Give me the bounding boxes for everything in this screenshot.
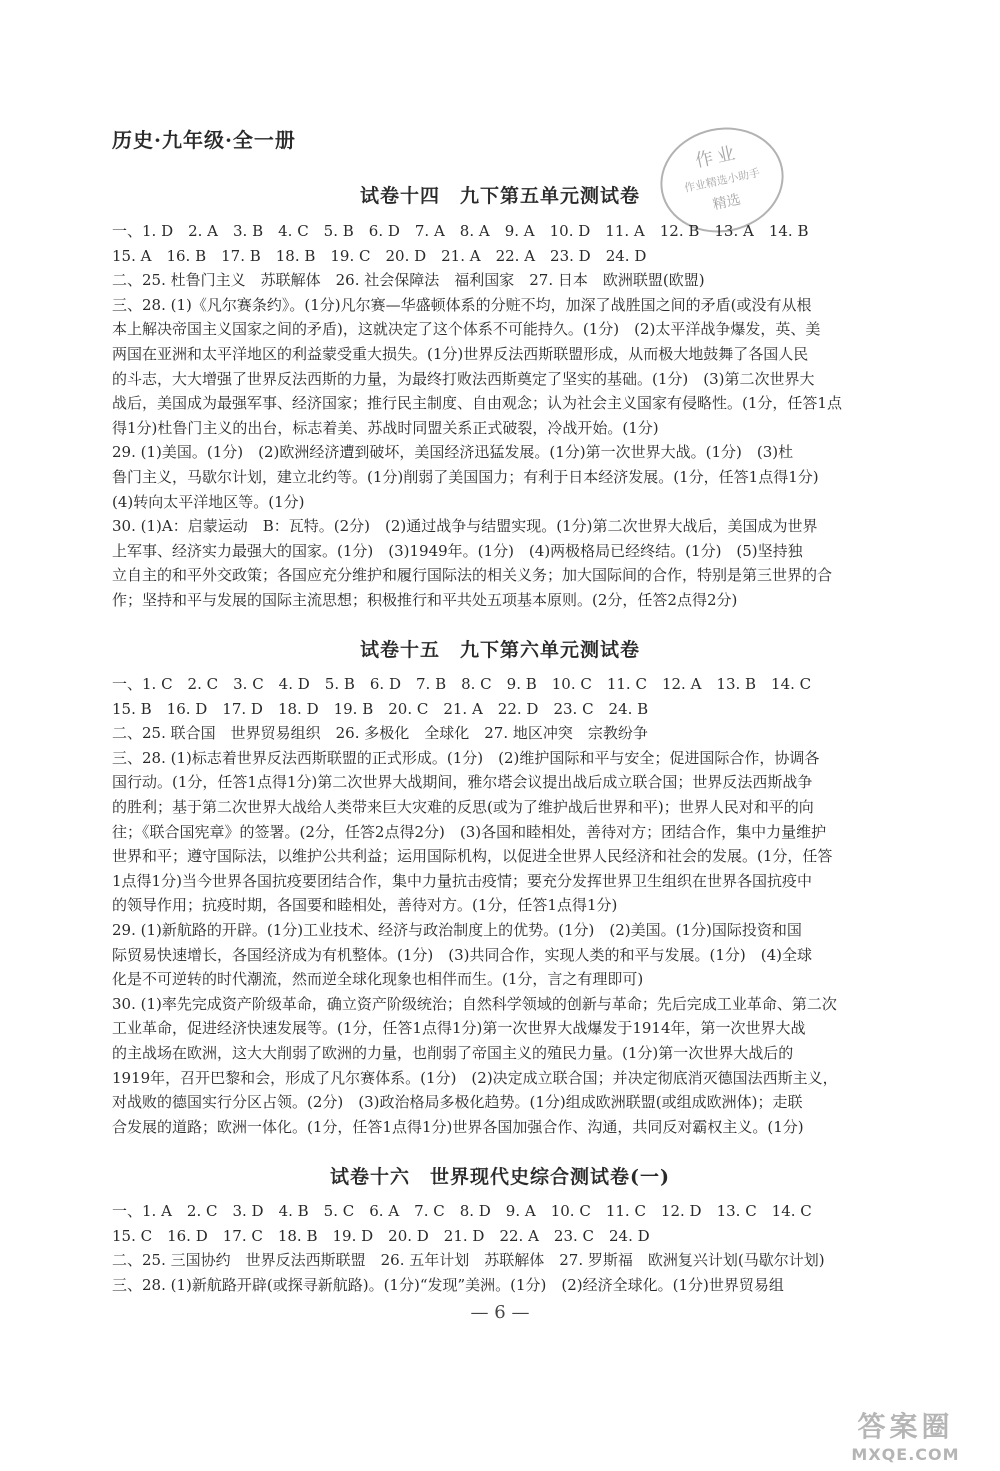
- answer-line: 的领导作用；抗疫时期，各国要和睦相处，善待对方。(1分，任答1点得1分): [112, 896, 618, 915]
- answer-line: 二、25. 联合国 世界贸易组织 26. 多极化 全球化 27. 地区冲突 宗教纷争: [112, 724, 648, 743]
- stamp-line-1: 作业: [693, 142, 741, 172]
- stamp-line-3: 精选: [711, 191, 743, 214]
- answer-line: 29. (1)新航路的开辟。(1分)工业技术、经济与政治制度上的优势。(1分) (2)美国。(1分)国际投资和国: [112, 920, 802, 939]
- answer-line: 国行动。(1分，任答1点得1分)第二次世界大战期间，雅尔塔会议提出战后成立联合国；世界反法西斯战争: [112, 773, 813, 792]
- answer-line: 三、28. (1)《凡尔赛条约》。(1分)凡尔赛—华盛顿体系的分赃不均，加深了战胜国之间的矛盾(或没有从根: [112, 295, 812, 314]
- section-title-16: 试卷十六 世界现代史综合测试卷(一): [330, 1166, 670, 1188]
- section-16-answers: [112, 1199, 892, 1297]
- answer-line: 29. (1)美国。(1分) (2)欧洲经济遭到破坏，美国经济迅猛发展。(1分)第一次世界大战。(1分) (3)杜: [112, 443, 794, 462]
- answer-line: 合发展的道路；欧洲一体化。(1分，任答1点得1分)世界各国加强合作、沟通，共同反对霸权主义。(1分): [112, 1117, 804, 1136]
- stamp-line-2: 作业精选小助手: [683, 166, 762, 195]
- answer-line: 往；《联合国宪章》的签署。(2分，任答2点得2分) (3)各国和睦相处，善待对方；团结合作，集中力量维护: [112, 822, 827, 841]
- answer-line: 的斗志，大大增强了世界反法西斯的力量，为最终打败法西斯奠定了坚实的基础。(1分) (3)第二次世界大: [112, 369, 815, 388]
- answer-line: 15. B 16. D 17. D 18. D 19. B 20. C 21. A 22. D 23. C 24. B: [112, 699, 649, 718]
- answer-line: 三、28. (1)标志着世界反法西斯联盟的正式形成。(1分) (2)维护国际和平与安全；促进国际合作，协调各: [112, 748, 820, 767]
- answer-line: 一、1. D 2. A 3. B 4. C 5. B 6. D 7. A 8. A 9. A 10. D 11. A 12. B 13. A 14. B: [112, 222, 809, 240]
- answer-line: (4)转向太平洋地区等。(1分): [112, 492, 305, 511]
- site-watermark: [818, 1405, 993, 1465]
- section-14-answers: [112, 219, 892, 613]
- answer-line: 立自主的和平外交政策；各国应充分维护和履行国际法的相关义务；加大国际间的合作，特别是第三世界的合: [112, 566, 833, 585]
- answer-line: 1点得1分)当今世界各国抗疫要团结合作，集中力量抗击疫情；要充分发挥世界卫生组织在世界各国抗疫中: [112, 871, 812, 890]
- section-title-15: 试卷十五 九下第六单元测试卷: [359, 639, 640, 661]
- answer-line: 上军事、经济实力最强大的国家。(1分) (3)1949年。(1分) (4)两极格局已经终结。(1分) (5)坚持独: [112, 541, 803, 560]
- answer-line: 三、28. (1)新航路开辟(或探寻新航路)。(1分)“发现”美洲。(1分) (2)经济全球化。(1分)世界贸易组: [112, 1275, 784, 1294]
- answer-line: 世界和平；遵守国际法，以维护公共利益；运用国际机构，以促进全世界人民经济和社会的发展。(1分，任答: [112, 847, 833, 866]
- answer-line: 1919年，召开巴黎和会，形成了凡尔赛体系。(1分) (2)决定成立联合国；并决定彻底消灭德国法西斯主义，: [112, 1068, 838, 1087]
- answer-line: 30. (1)A：启蒙运动 B：瓦特。(2分) (2)通过战争与结盟实现。(1分)第二次世界大战后，美国成为世界: [112, 517, 818, 536]
- section-15-answers: [112, 672, 892, 1139]
- answer-line: 15. A 16. B 17. B 18. B 19. C 20. D 21. A 22. A 23. D 24. D: [112, 246, 647, 265]
- answer-line: 作；坚持和平与发展的国际主流思想；积极推行和平共处五项基本原则。(2分，任答2点得2分): [112, 590, 738, 609]
- answer-line: 二、25. 杜鲁门主义 苏联解体 26. 社会保障法 福利国家 27. 日本 欧洲联盟(欧盟): [112, 271, 705, 290]
- answer-line: 的胜利；基于第二次世界大战给人类带来巨大灾难的反思(或为了维护战后世界和平)；世界人民对和平的向: [112, 797, 814, 816]
- answer-line: 得1分)杜鲁门主义的出台，标志着美、苏战时同盟关系正式破裂，冷战开始。(1分): [112, 418, 659, 437]
- watermark-line-1: 答案圈: [857, 1410, 954, 1443]
- answer-line: 二、25. 三国协约 世界反法西斯联盟 26. 五年计划 苏联解体 27. 罗斯福 欧洲复兴计划(马歇尔计划): [112, 1251, 825, 1270]
- answer-line: 两国在亚洲和太平洋地区的利益蒙受重大损失。(1分)世界反法西斯联盟形成，从而极大地鼓舞了各国人民: [112, 344, 809, 363]
- answer-line: 际贸易快速增长，各国经济成为有机整体。(1分) (3)共同合作，实现人类的和平与发展。(1分) (4)全球: [112, 945, 812, 964]
- answer-line: 本上解决帝国主义国家之间的矛盾)，这就决定了这个体系不可能持久。(1分) (2)太平洋战争爆发，英、美: [112, 320, 821, 339]
- answer-line: 化是不可逆转的时代潮流，然而逆全球化现象也相伴而生。(1分，言之有理即可): [112, 970, 644, 989]
- watermark-line-2: MXQE.COM: [851, 1445, 960, 1464]
- answer-line: 15. C 16. D 17. C 18. B 19. D 20. D 21. D 22. A 23. C 24. D: [112, 1226, 650, 1245]
- answer-line: 鲁门主义，马歇尔计划，建立北约等。(1分)削弱了美国国力；有利于日本经济发展。(1分，任答1点得1分): [112, 467, 819, 486]
- book-header: 历史·九年级·全一册: [112, 128, 296, 152]
- answer-line: 工业革命，促进经济快速发展等。(1分，任答1点得1分)第一次世界大战爆发于1914年，第一次世界大战: [112, 1019, 806, 1038]
- answer-line: 一、1. A 2. C 3. D 4. B 5. C 6. A 7. C 8. D 9. A 10. C 11. C 12. D 13. C 14. C: [112, 1202, 812, 1220]
- answer-line: 30. (1)率先完成资产阶级革命，确立资产阶级统治；自然科学领域的创新与革命；先后完成工业革命、第二次: [112, 994, 837, 1013]
- page-number: — 6 —: [470, 1302, 530, 1323]
- answer-line: 对战败的德国实行分区占领。(2分) (3)政治格局多极化趋势。(1分)组成欧洲联盟(或组成欧洲体)；走联: [112, 1093, 803, 1112]
- answer-line: 战后，美国成为最强军事、经济国家；推行民主制度、自由观念；认为社会主义国家有侵略性。(1分，任答1点: [112, 394, 842, 413]
- section-title-14: 试卷十四 九下第五单元测试卷: [359, 185, 640, 207]
- answer-line: 一、1. C 2. C 3. C 4. D 5. B 6. D 7. B 8. C 9. B 10. C 11. C 12. A 13. B 14. C: [112, 675, 812, 693]
- answer-line: 的主战场在欧洲，这大大削弱了欧洲的力量，也削弱了帝国主义的殖民力量。(1分)第一次世界大战后的: [112, 1043, 794, 1062]
